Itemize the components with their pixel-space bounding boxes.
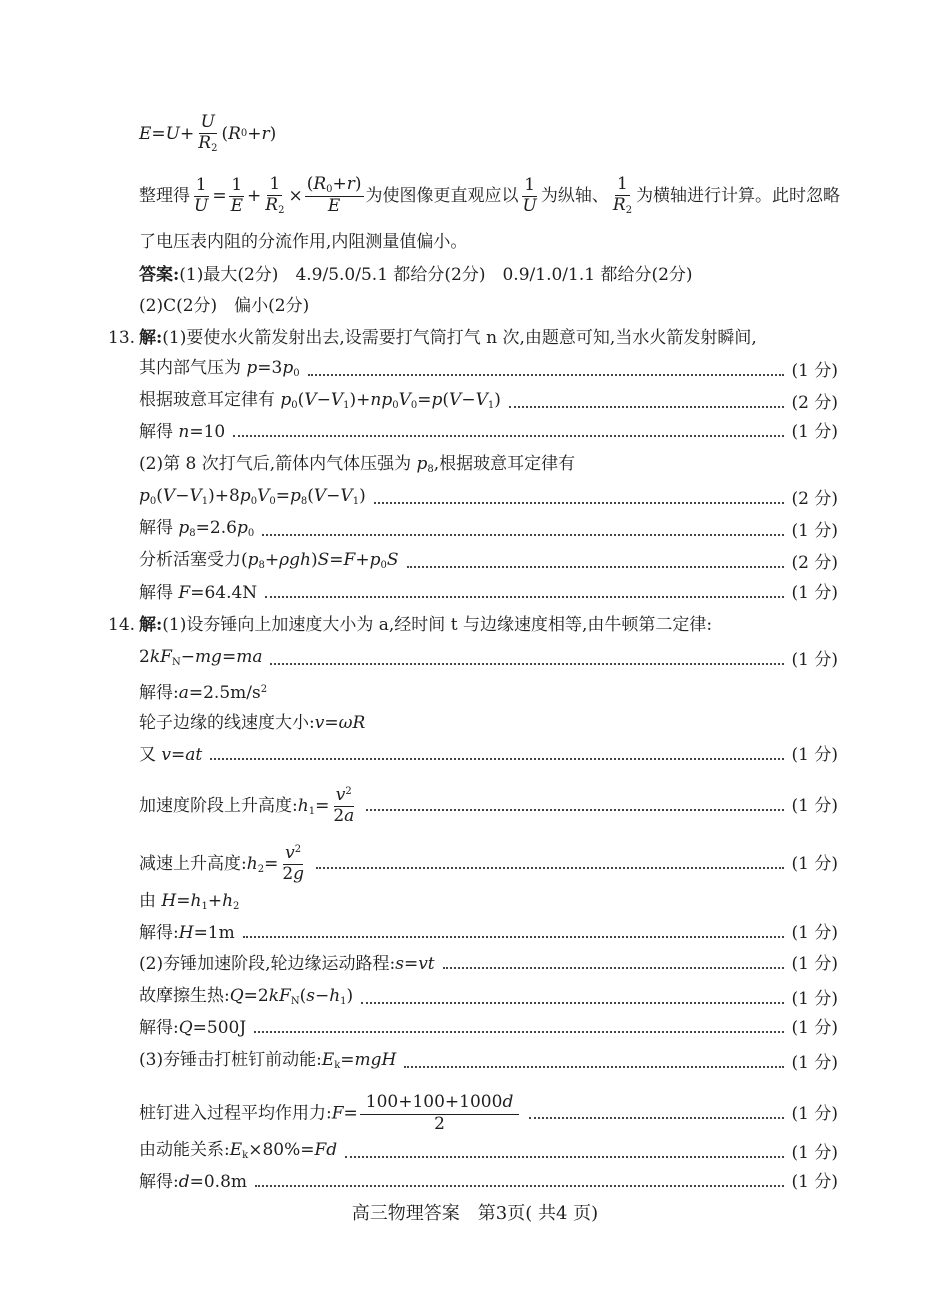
answer-line-2: (2)C(2分) 偏小(2分) (139, 296, 310, 316)
q13-row: $p_0(V-V_1)+8p_0V_0=p_8(V-V_1)$ (2 分) (139, 486, 838, 509)
q14-intro: 14. 解: (1)设夯锤向上加速度大小为 a,经时间 t 与边缘速度相等,由牛顿第二定律: (108, 615, 713, 635)
q14-row: 解得:H=1m (1 分) (139, 923, 838, 943)
q14-row: 解得:d=0.8m (1 分) (139, 1172, 838, 1192)
q13-intro: 13. 解: (1)要使水火箭发射出去,设需要打气筒打气 n 次,由题意可知,当水火箭发射瞬间, (108, 328, 757, 348)
q13-row: 其内部气压为 $p=3p_0$ (1 分) (139, 358, 838, 381)
q13-row: (2)第 8 次打气后,箭体内气体压强为 $p_8$,根据玻意耳定律有 (139, 454, 576, 475)
q14-row: 由 $H=h_1+h_2$ (139, 891, 240, 912)
text-line: 了电压表内阻的分流作用,内阻测量值偏小。 (139, 232, 468, 252)
equation-emf: E = U + $\frac{U}{R_2}$ ( R 0 + r ) (139, 111, 277, 154)
q14-row: $2kF_N-mg=ma$ (1 分) (139, 647, 838, 670)
q13-row: 解得 $p_8=2.6p_0$ (1 分) (139, 518, 838, 541)
q13-row: 解得 F=64.4N (1 分) (139, 583, 838, 603)
q13-number: 13. (108, 328, 136, 348)
q14-row: 故摩擦生热$:Q=2kF_N(s-h_1)$ (1 分) (139, 986, 838, 1009)
q14-row: 桩钉进入过程平均作用力:F= $\frac{100+100+1000d}{2}$ (1 分) (139, 1092, 838, 1134)
q14-number: 14. (108, 615, 136, 635)
q13-row: 分析活塞受力$(p_8+\rho gh)S=F+p_0S$ (2 分) (139, 550, 838, 573)
equation-arrange: 整理得 $\frac{1}{U}$ = $\frac{1}{E}$ + $\frac{1}{R_2}$ × $\frac{(R_0+r)}{E}$ 为使图像更直观应以 $\frac{1}{U}$ 为纵轴、 $\frac{1}{R_2}$ 为横轴进行计算。此时忽略 (139, 173, 841, 217)
q14-row: 解得:Q=500J (1 分) (139, 1018, 838, 1038)
q14-row: 加速度阶段上升高度$:h_1=$ $\frac{v^2}{2a}$ (1 分) (139, 785, 838, 826)
q14-row: (2)夯锤加速阶段,轮边缘运动路程:s=vt (1 分) (139, 954, 838, 974)
answer-line-1: 答案: (1)最大(2分) 4.9/5.0/5.1 都给分(2分) 0.9/1.0/1.1 都给分(2分) (139, 265, 693, 285)
q13-row: 解得 n=10 (1 分) (139, 422, 838, 442)
page-footer: 高三物理答案 第3页( 共4 页) (351, 1203, 599, 1224)
q14-row: 减速上升高度$:h_2=$ $\frac{v^2}{2g}$ (1 分) (139, 843, 838, 884)
q14-row: 解得$:a=2.5m/s^2$ (139, 683, 268, 703)
q14-row: 由动能关系$:E_k\times 80\%=Fd$ (1 分) (139, 1140, 838, 1163)
q14-row: 轮子边缘的线速度大小:v=ωR (139, 713, 366, 733)
q14-row: 又 v=at (1 分) (139, 745, 838, 765)
answer-label: 答案: (139, 265, 180, 285)
q13-row: 根据玻意耳定律有 $p_0(V-V_1)+np_0V_0=p(V-V_1)$ (2 分) (139, 390, 838, 413)
q14-row: (3)夯锤击打桩钉前动能$:E_k=mgH$ (1 分) (139, 1050, 838, 1073)
